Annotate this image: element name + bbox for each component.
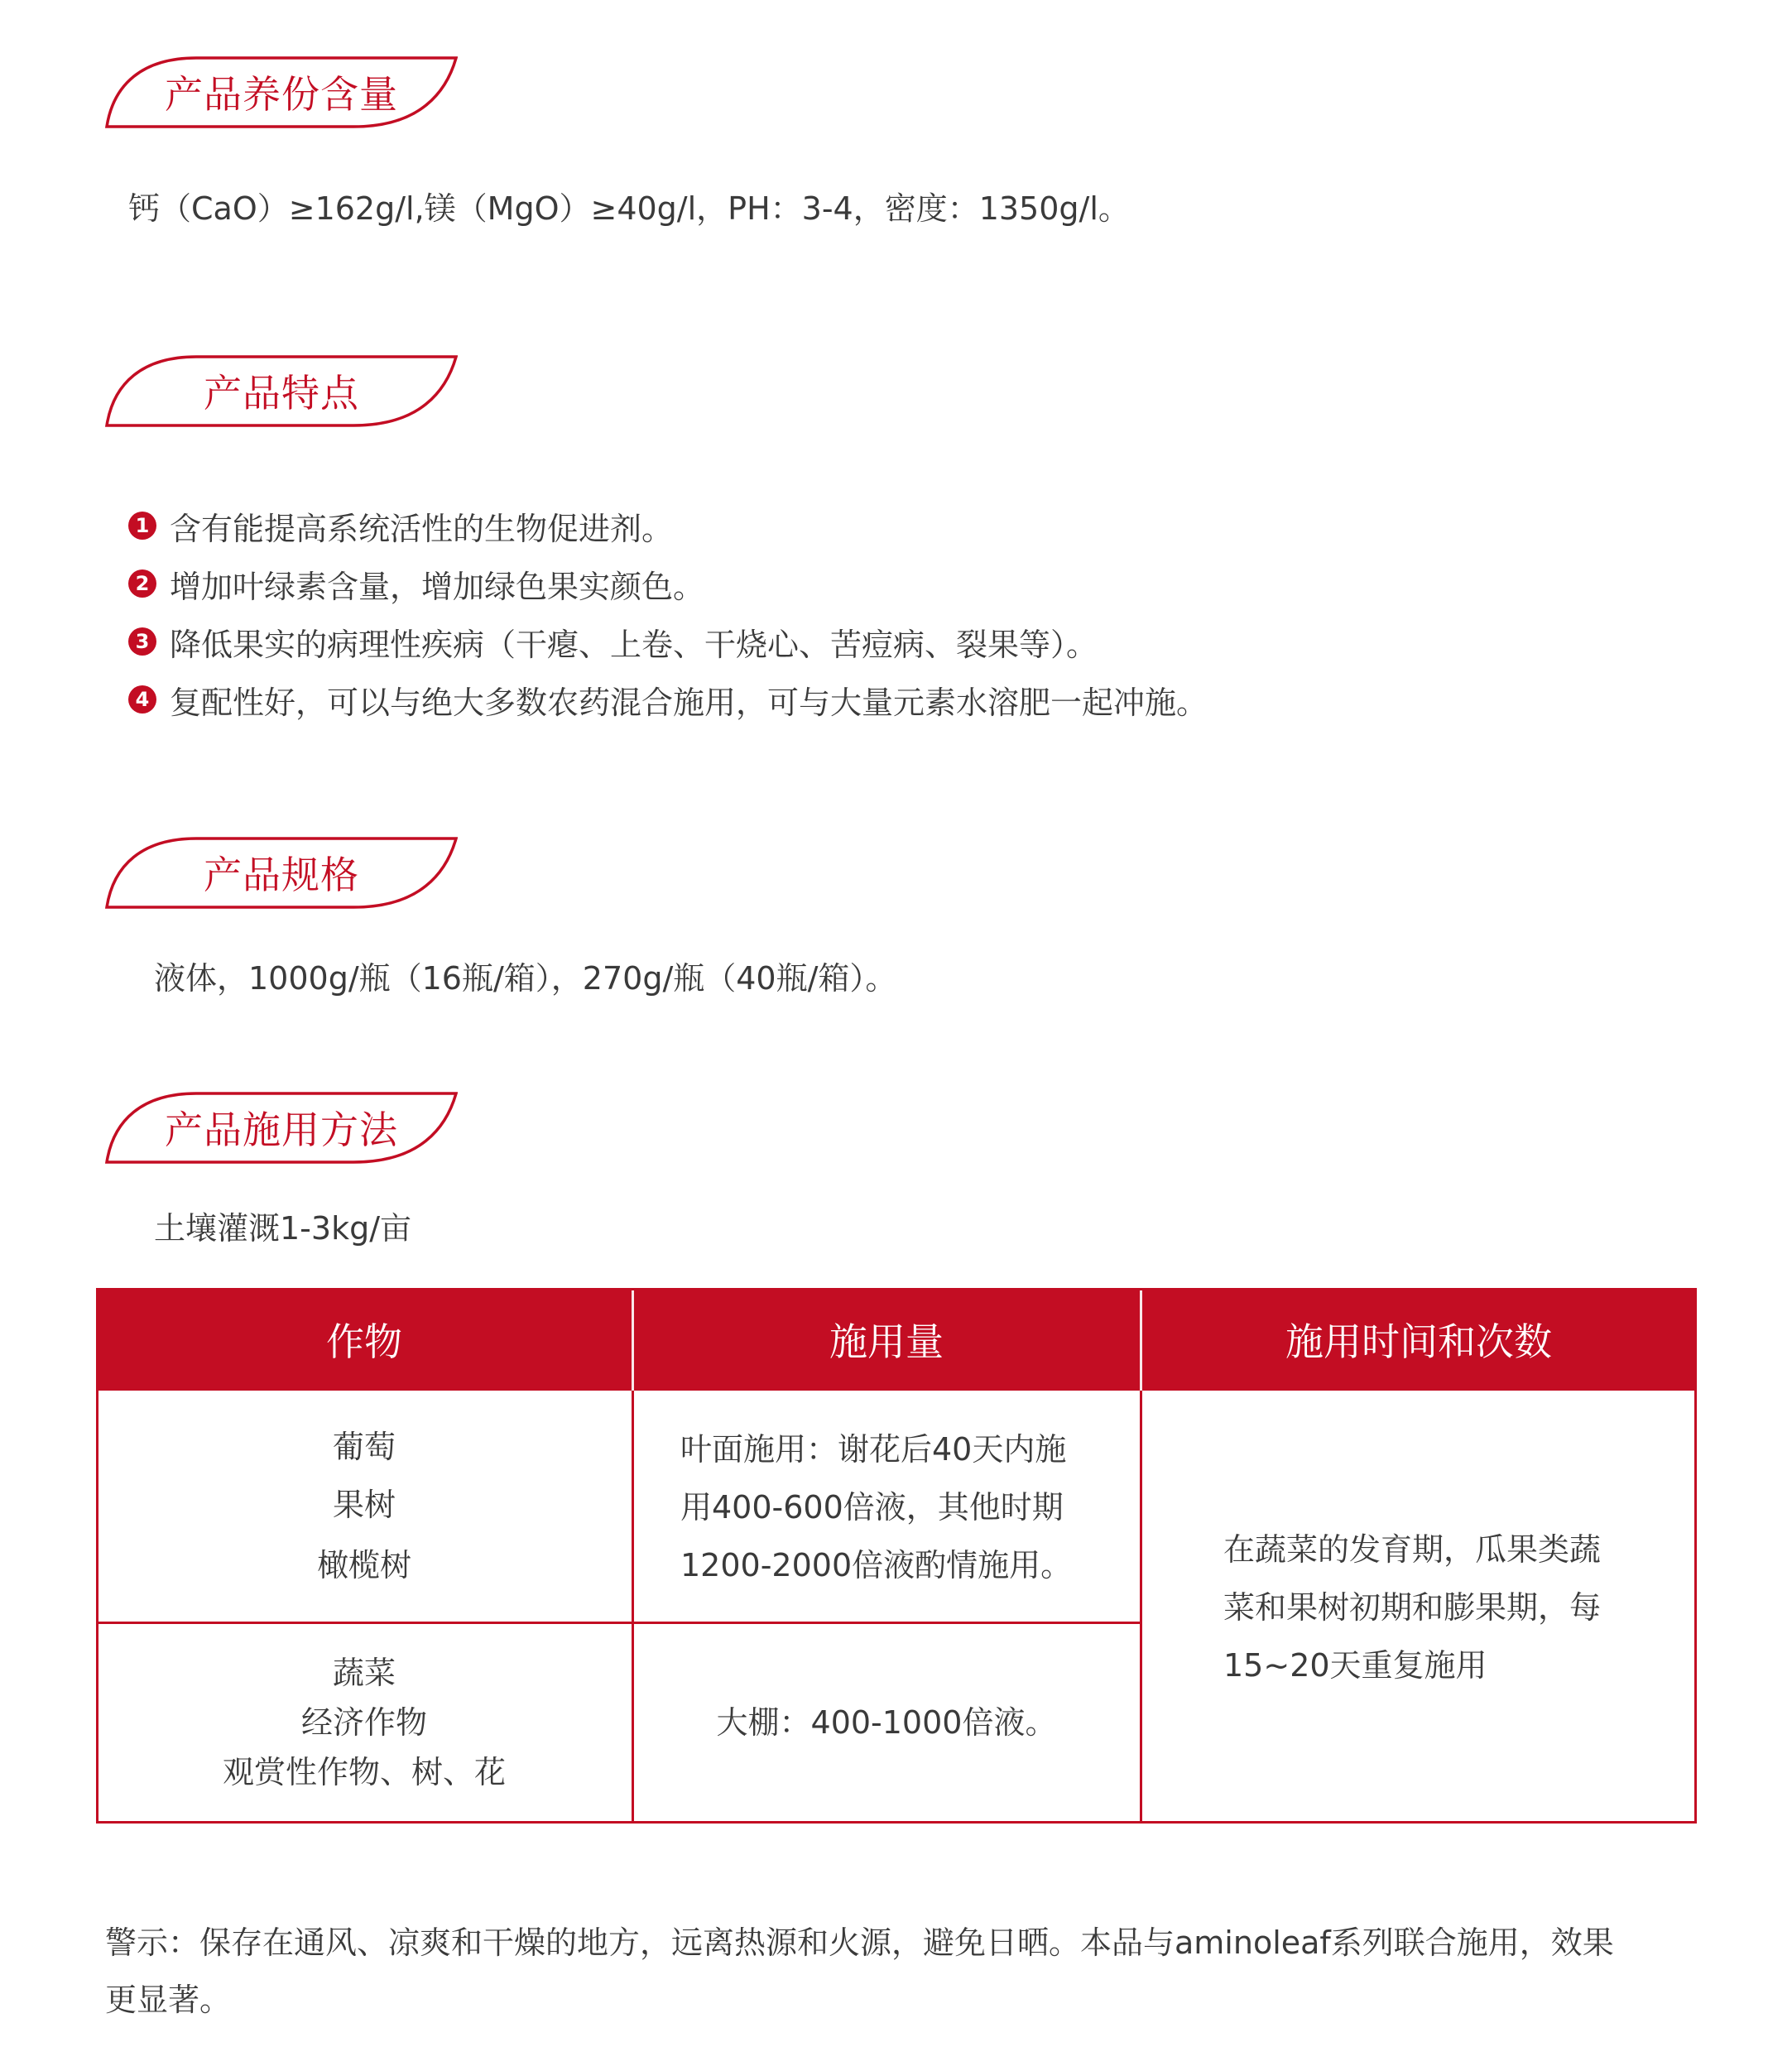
number-badge: 1 <box>128 512 156 540</box>
dosage-line: 大棚：400-1000倍液。 <box>716 1704 1057 1741</box>
crop-line: 葡萄 <box>332 1429 396 1465</box>
dosage-line: 叶面施用：谢花后40天内施 <box>680 1431 1067 1468</box>
timing-line: 在蔬菜的发育期，瓜果类蔬 <box>1223 1530 1602 1568</box>
header-timing: 施用时间和次数 <box>1285 1319 1552 1364</box>
crop-line: 蔬菜 <box>332 1655 396 1691</box>
feature-text: 降低果实的病理性疾病（干瘪、上卷、干烧心、苦痘病、裂果等）。 <box>170 626 1098 663</box>
timing-line: 15~20天重复施用 <box>1223 1646 1487 1684</box>
header-dosage: 施用量 <box>829 1319 944 1364</box>
crop-line: 观赏性作物、树、花 <box>222 1754 506 1790</box>
feature-item <box>128 565 704 603</box>
section-title: 产品特点 <box>204 371 359 416</box>
feature-item <box>128 680 1208 721</box>
section-tag-specs <box>105 836 458 909</box>
section-title: 产品养份含量 <box>165 72 398 117</box>
header-crop: 作物 <box>326 1319 402 1364</box>
table-cell-dosage <box>680 1393 1127 1622</box>
dosage-line: 1200-2000倍液酌情施用。 <box>680 1547 1073 1583</box>
table-cell-timing <box>1223 1393 1687 1821</box>
number-badge: 3 <box>128 627 156 656</box>
table-cell-crops <box>96 1393 632 1622</box>
specs-text: 液体，1000g/瓶（16瓶/箱），270g/瓶（40瓶/箱）。 <box>154 960 897 997</box>
feature-text: 含有能提高系统活性的生物促进剂。 <box>170 510 674 547</box>
warning-line-2: 更显著。 <box>105 1982 232 2018</box>
section-tag-nutrients <box>105 55 458 128</box>
feature-item <box>128 622 1098 661</box>
crop-line: 经济作物 <box>300 1704 427 1741</box>
number-badge: 2 <box>128 569 156 598</box>
nutrients-text: 钙（CaO）≥162g/l,镁（MgO）≥40g/l，PH：3-4，密度：1350g/l。 <box>128 190 1130 227</box>
usage-table <box>96 1288 1697 1824</box>
warning-line-1: 警示：保存在通风、凉爽和干燥的地方，远离热源和火源，避免日晒。本品与aminoleaf系列联合施用，效果 <box>105 1924 1614 1961</box>
timing-line: 菜和果树初期和膨果期，每 <box>1223 1588 1602 1626</box>
usage-text: 土壤灌溉1-3kg/亩 <box>154 1210 411 1247</box>
feature-text: 增加叶绿素含量，增加绿色果实颜色。 <box>170 568 705 605</box>
section-title: 产品施用方法 <box>165 1108 398 1152</box>
crop-line: 果树 <box>332 1487 396 1523</box>
section-title: 产品规格 <box>204 853 359 897</box>
feature-text: 复配性好，可以与绝大多数农药混合施用，可与大量元素水溶肥一起冲施。 <box>170 684 1208 721</box>
section-tag-usage <box>105 1091 458 1164</box>
section-tag-features <box>105 354 458 427</box>
table-cell-crops <box>96 1624 632 1821</box>
number-badge: 4 <box>128 685 156 714</box>
feature-item <box>128 507 673 545</box>
dosage-line: 用400-600倍液，其他时期 <box>680 1489 1064 1526</box>
crop-line: 橄榄树 <box>316 1547 411 1583</box>
table-cell-dosage <box>632 1624 1141 1821</box>
